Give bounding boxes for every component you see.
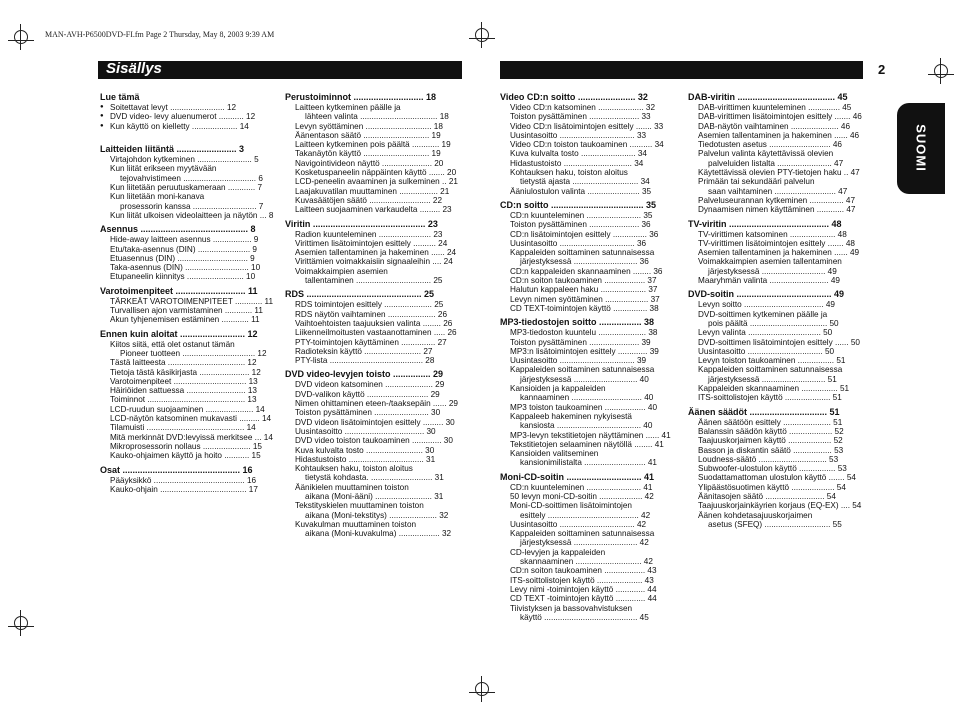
toc-entry: Tästä laitteesta .................................. 12	[110, 358, 257, 368]
crop-mark-bottom-center	[469, 676, 495, 702]
toc-entry: saan vaihtaminen ........................... 47	[708, 186, 848, 196]
toc-section-heading: DAB-viritin ....................................... 45	[688, 92, 848, 102]
toc-entry: Tiivistyksen ja bassovahvistuksen	[510, 603, 633, 613]
toc-section-heading: Varotoimenpiteet ............................ 11	[100, 285, 258, 296]
toc-entry: Mikroprosessorin nollaus ..................... 15	[110, 441, 262, 451]
toc-entry: järjestyksessä ............................ 42	[520, 538, 649, 548]
toc-entry: Virtajohdon kytkeminen ........................ 5	[110, 155, 259, 165]
toc-section-heading: Viritin ............................................. 23	[285, 218, 438, 229]
toc-entry: CD:n soiton taukoaminen .................. 43	[510, 566, 657, 576]
toc-entry: Laitteen kytkeminen päälle ja	[295, 103, 401, 112]
toc-entry: Tietoja tästä käsikirjasta ...................... 12	[110, 367, 261, 377]
toc-entry: Loudness-säätö .............................. 53	[698, 454, 839, 464]
toc-entry: pois päältä .................................. 50	[708, 318, 839, 328]
file-header: MAN-AVH-P6500DVD-FI.fm Page 2 Thursday, May 8, 2003 9:39 AM	[45, 30, 275, 39]
toc-entry: prosessorin kanssa ............................ 7	[120, 201, 264, 211]
toc-section-heading: Video CD:n soitto ....................... 32	[500, 92, 648, 102]
toc-entry: Toiston pysättäminen ...................... 33	[510, 112, 651, 122]
toc-entry: Kappaleeb hakeminen nykyisestä	[510, 411, 632, 421]
toc-entry: CD:n kuunteleminen ........................ 41	[510, 482, 653, 492]
toc-entry: Kappaleiden soittaminen satunnaisessa	[510, 248, 655, 258]
toc-entry: Kauko-ohjain ...................................... 17	[110, 484, 258, 494]
toc-entry: Virittimen lisätoimintojen esittely .......... 24	[295, 238, 448, 248]
toc-entry: lähteen valinta .................................. 18	[305, 112, 449, 122]
toc-entry: CD:n lisätoimintojen esittely ............... 36	[510, 229, 659, 239]
toc-entry: Etu/taka-asennus (DIN) ....................... 9	[110, 244, 257, 254]
toc-entry: Varotoimenpiteet ................................ 13	[110, 376, 258, 386]
toc-entry: Levyn soitto ................................... 49	[698, 300, 835, 310]
toc-entry: Kun liität erikseen myytävään	[110, 164, 217, 174]
toc-entry: Asemien tallentaminen ja hakeminen ...... 49	[698, 248, 860, 258]
toc-entry: järjestyksessä ............................ 51	[708, 374, 837, 384]
toc-entry: RDS näytön vaihtaminen ..................... 26	[295, 309, 447, 319]
toc-entry: Taajuuskorjaimen käyttö ................... 52	[698, 436, 843, 446]
toc-entry: kansiosta ..................................... 40	[520, 421, 653, 431]
toc-entry: Kun liitetään moni-kanava	[110, 192, 205, 202]
toc-entry: asetus (SFEQ) ............................. 55	[708, 519, 842, 529]
toc-section-heading: MP3-tiedostojen soitto ................. 38	[500, 317, 655, 328]
toc-entry: Kuvasäätöjen säätö ........................... 22	[295, 195, 442, 205]
toc-entry: Käytettävissä olevien PTY-tietojen haku .. 47	[698, 168, 860, 178]
toc-entry: Turvallisen ajon varmistaminen ............ 11	[110, 306, 263, 316]
toc-entry: Toiston pysättäminen ...................... 36	[510, 220, 651, 230]
toc-entry: Kansioiden ja kappaleiden	[510, 384, 606, 394]
toc-entry: Tiedotusten asetus ........................... 46	[698, 140, 842, 150]
toc-entry: kannaaminen ............................... 40	[520, 393, 654, 403]
toc-entry: LCD-peneelin avaaminen ja sulkeminen .. 21	[295, 177, 458, 187]
toc-entry	[100, 131, 278, 140]
toc-entry: Häiriöiden sattuessa .......................... 13	[110, 386, 257, 396]
toc-entry: TÄRKEÄT VAROTOIMENPITEET ............ 11	[110, 296, 274, 306]
toc-entry: Tilamuisti ........................................... 14	[110, 423, 256, 433]
toc-entry: Balanssin säädön käyttö ................... 52	[698, 426, 844, 436]
toc-column-2	[285, 88, 463, 538]
toc-entry: käyttö ......................................... 45	[520, 612, 649, 622]
toc-section-heading: Lue tämä	[100, 92, 140, 102]
toc-entry: Kosketuspaneelin näppäinten käyttö ....... 20	[295, 168, 457, 178]
toc-entry: ● DVD video- levy aluenumerot ........... 12	[100, 112, 278, 121]
toc-entry: PTY-lista ......................................... 28	[295, 356, 435, 366]
toc-entry: Etupaneelin kiinnitys ......................... 10	[110, 272, 256, 282]
toc-entry: Kappaleiden soittaminen satunnaisessa	[510, 365, 655, 375]
toc-entry: DAB-näytön vaihtaminen ..................... 46	[698, 121, 850, 131]
toc-section-heading: DVD video-levyjen toisto ............... 29	[285, 369, 444, 380]
toc-entry: Toiston pysättäminen ...................... 39	[510, 337, 651, 347]
toc-entry: Navigointivideon näyttö ...................... 20	[295, 158, 444, 168]
toc-entry: ● Kun käyttö on kielletty .................... 14	[100, 122, 278, 131]
toc-section-heading: Moni-CD-soitin .............................. 41	[500, 471, 655, 482]
toc-entry: DAB-virittimen lisätoimintojen esittely ....... 46	[698, 112, 862, 122]
toc-entry: Äänen säätöön esittely ..................... 51	[698, 417, 843, 427]
toc-entry: Akun tyhjenemisen estäminen ............ 11	[110, 315, 260, 325]
toc-entry: Primään tai sekundääri palvelun	[698, 177, 815, 187]
toc-entry: Taajuuskorjainkäyrien korjaus (EQ-EX) .... 54	[698, 501, 862, 511]
toc-entry: Levyn valinta ................................ 50	[698, 328, 833, 338]
toc-entry: Liikenneilmoitusten vastaanottaminen ..... 26	[295, 328, 457, 338]
toc-entry: Uusintasoitto ................................. 36	[510, 238, 647, 248]
toc-entry: Moni-CD-soittimen lisätoimintojen	[510, 501, 632, 511]
toc-entry: DVD videon katsominen ..................... 29	[295, 380, 445, 390]
toc-entry: LCD-ruudun suojaaminen ..................... 14	[110, 404, 265, 414]
toc-entry: Kohtauksen haku, toiston aloitus	[510, 168, 628, 178]
toc-entry: MP3-tiedoston kuuntelu ..................... 38	[510, 328, 658, 338]
toc-entry: Kuvakulman muuttaminen toiston	[295, 519, 417, 529]
toc-entry: Takanäytön käyttö ............................. 19	[295, 149, 441, 159]
toc-entry: Video CD:n lisätoimintojen esittely ....... 33	[510, 121, 664, 131]
toc-entry: Kuva kulvalta tosto ........................ 34	[510, 149, 647, 159]
toc-entry: Pioneer tuotteen ................................ 12	[120, 348, 267, 358]
toc-entry: TV-virittimen katsominen .................... 48	[698, 229, 847, 239]
toc-section-heading: Asennus ........................................... 8	[100, 224, 256, 235]
toc-entry: Äänen kohdetasajuuskorjaimen	[698, 510, 813, 520]
toc-entry: tietystä kohdasta. ........................... 31	[305, 473, 444, 483]
toc-entry: Radion kuunteleminen ....................... 23	[295, 229, 443, 239]
toc-entry: DVD-soittimen kytkeminen päälle ja	[698, 309, 828, 319]
toc-entry: ITS-soittolistojen käyttö .................... 43	[510, 575, 654, 585]
toc-entry: Subwoofer-ulostulon käyttö ................ 53	[698, 464, 847, 474]
toc-entry: tejovahvistimeen ................................ 6	[120, 173, 263, 183]
toc-entry: CD:n kuunteleminen ........................ 35	[510, 210, 653, 220]
toc-entry: CD TEXT -toimintojen käyttö ............. 44	[510, 594, 657, 604]
toc-entry: CD-levyjen ja kappaleiden	[510, 547, 606, 557]
toc-section-heading: TV-viritin ........................................ 48	[688, 218, 842, 229]
toc-entry: Kappaleiden soittaminen satunnaisessa	[510, 529, 655, 539]
toc-entry: Äänentason säätö ............................. 19	[295, 130, 441, 140]
toc-entry: Uusintasoitto ................................... 30	[295, 426, 436, 436]
title-bar-right	[500, 61, 863, 79]
toc-entry: Kohtauksen haku, toiston aloitus	[295, 464, 413, 474]
toc-entry: PTY-toimintojen käyttäminen ............... 27	[295, 337, 447, 347]
toc-entry: Hide-away laitteen asennus ................. 9	[110, 235, 259, 245]
toc-entry: Voimakkaimpien asemien	[295, 266, 388, 276]
toc-entry: Levy nimi -toimintojen käyttö ............. 44	[510, 584, 657, 594]
toc-entry: Toiminnot ........................................... 13	[110, 395, 257, 405]
toc-entry: järjestyksessä ............................ 36	[520, 257, 649, 267]
toc-entry: ITS-soittolistojen käyttö .................... 51	[698, 393, 842, 403]
toc-entry: Halutun kappaleen haku .................... 37	[510, 285, 658, 295]
toc-entry: aikana (Moni-kuvakulma) .................. 32	[305, 529, 452, 539]
toc-entry: Vaihtoehtoisten taajuuksien valinta ........ 26	[295, 318, 453, 328]
toc-section-heading: Osat ............................................... 16	[100, 464, 253, 475]
toc-entry: CD TEXT-toimintojen käyttö ............... 38	[510, 303, 659, 313]
toc-entry: DAB-virittimen kuunteleminen .............. 45	[698, 103, 852, 112]
toc-entry: Kansioiden valitseminen	[510, 449, 599, 459]
toc-entry: Uusintasoitto ................................. 42	[510, 519, 647, 529]
toc-entry: Ääniulostulon valinta ....................... 35	[510, 186, 652, 196]
toc-entry: järjestyksessä ............................ 49	[708, 266, 837, 276]
toc-entry: MP3-levyn tekstitietojen näyttäminen ...... 41	[510, 430, 671, 440]
toc-entry: Hidastustoisto .............................. 34	[510, 158, 644, 168]
crop-mark-top-left	[8, 24, 34, 50]
toc-entry: Kauko-ohjaimen käyttö ja hoito ........... 15	[110, 451, 261, 461]
toc-section-heading: RDS .............................................. 25	[285, 289, 435, 300]
toc-entry: Video CD:n katsominen .................... 32	[510, 103, 656, 112]
toc-entry: DVD videon lisätoimintojen esittely ......... 30	[295, 417, 455, 427]
toc-entry: RDS toimintojen esittely ..................... 25	[295, 300, 444, 310]
toc-entry: ● Soitettavat levyt ........................ 12	[100, 103, 278, 112]
toc-entry: Kiitos siitä, että olet ostanut tämän	[110, 339, 235, 349]
toc-entry: DVD-soittimen lisätoimintojen esittely ...... 50	[698, 337, 860, 347]
toc-entry: DVD-valikon käyttö ........................... 29	[295, 389, 440, 399]
toc-entry: Taka-asennus (DIN) ............................ 10	[110, 263, 261, 273]
toc-entry: Laajakuvatilan muuttaminen ................. 21	[295, 186, 450, 196]
toc-entry: Suodattamattoman ulostulon käyttö ....... 54	[698, 473, 856, 483]
toc-entry: tallentaminen ................................. 25	[305, 276, 443, 286]
toc-entry: Äänitasojen säätö .......................... 54	[698, 491, 836, 501]
toc-entry: Asemien tallentaminen ja hakeminen ...... 24	[295, 248, 457, 258]
toc-section-heading: DVD-soitin ...................................... 49	[688, 289, 845, 300]
toc-entry: Hidastustoisto ................................. 31	[295, 454, 436, 464]
toc-entry: kansionimilistalta ........................... 41	[520, 458, 657, 468]
toc-entry: MP3 toiston taukoaminen .................. 40	[510, 402, 657, 412]
toc-entry: Maaryhmän valinta .......................... 49	[698, 276, 840, 286]
toc-entry: CD:n soiton taukoaminen .................. 37	[510, 276, 657, 286]
toc-entry: CD:n kappaleiden skannaaminen ........ 36	[510, 266, 663, 276]
toc-entry: 50 levyn moni-CD-soitin ................... 42	[510, 491, 654, 501]
toc-entry: Tekstityskielen muuttaminen toiston	[295, 501, 424, 511]
toc-column-3	[500, 88, 678, 622]
toc-entry: Levyn toiston taukoaminen ................ 51	[698, 356, 846, 366]
toc-section-heading: CD:n soitto ..................................... 35	[500, 199, 657, 210]
toc-entry: aikana (Moni-ääni) ......................... 31	[305, 491, 444, 501]
toc-entry: palveluiden listalta ........................ 47	[708, 158, 844, 168]
toc-entry: Äänikielen muuttaminen toiston	[295, 482, 409, 492]
crop-mark-top-right	[928, 58, 954, 84]
toc-entry: LCD-näytön katsominen mukavasti ......... 14	[110, 414, 272, 424]
toc-entry: Uusintasoitto ................................. 33	[510, 130, 647, 140]
toc-entry: Kun liität ulkoisen videolaitteen ja näytön ... 8	[110, 210, 274, 220]
toc-entry: skannaaminen ............................. 42	[520, 557, 653, 567]
toc-entry: Ylipäästösuotimen käyttö ................... 54	[698, 482, 846, 492]
toc-entry: tietystä ajasta ............................. 34	[520, 177, 650, 187]
toc-entry: Levyn nimen syöttäminen ................... 37	[510, 294, 660, 304]
toc-entry: Laitteen suojaaminen varkaudelta ......... 23	[295, 205, 452, 215]
toc-entry: Palveluseurannan kytkeminen ............... 47	[698, 195, 856, 205]
toc-entry: DVD video toiston taukoaminen ............. 30	[295, 436, 453, 446]
toc-entry: Uusintasoitto ................................. 39	[510, 356, 647, 366]
toc-entry: Voimakkaimpien asemien tallentaminen	[698, 257, 842, 267]
crop-mark-bottom-left	[8, 610, 34, 636]
toc-entry: Kun liitetään peruutuskameraan ............ 7	[110, 183, 263, 193]
toc-entry: esittely ........................................ 42	[520, 510, 651, 520]
toc-entry: Tekstitietojen selaaminen näytöllä ........ 41	[510, 439, 664, 449]
page-title: Sisällys	[106, 60, 162, 77]
toc-entry: Etuasennus (DIN) ............................... 9	[110, 253, 255, 263]
toc-entry: Pääyksikkö ........................................ 16	[110, 475, 257, 485]
toc-entry: Virittämien voimakkaisiin signaaleihin .... 24	[295, 257, 453, 267]
toc-entry: aikana (Moni-tekstitys) ..................... 32	[305, 510, 449, 520]
toc-entry: Video CD:n toiston taukoaminen .......... 34	[510, 140, 664, 150]
toc-entry: Kappaleiden soittaminen satunnaisessa	[698, 365, 843, 375]
toc-section-heading: Ennen kuin aloitat .......................... 12	[100, 328, 258, 339]
toc-entry: Kuva kulvalta tosto ......................... 30	[295, 445, 435, 455]
toc-column-1	[100, 88, 278, 494]
toc-entry: Mitä merkinnät DVD:levyissä merkitsee ... 14	[110, 432, 273, 442]
toc-section-heading: Äänen säädöt ............................... 51	[688, 406, 840, 417]
toc-section-heading: Laitteiden liitäntä ........................ 3	[100, 144, 245, 155]
toc-entry: MP3:n lisätoimintojen esittely ............. 39	[510, 346, 659, 356]
toc-section-heading: Perustoiminnot ............................ 18	[285, 92, 437, 102]
toc-entry: Toiston pysättäminen ........................ 30	[295, 408, 441, 418]
language-tab-label: SUOMI	[913, 124, 929, 172]
toc-entry: Nimen ohittaminen eteen-/taaksepäin ...... 29	[295, 399, 458, 409]
toc-column-4	[688, 88, 866, 529]
toc-entry: TV-virittimen lisätoimintojen esittely ....... 48	[698, 238, 855, 248]
page-number: 2	[878, 62, 886, 77]
crop-mark-top-center	[469, 22, 495, 48]
toc-entry: Kappaleiden skannaaminen ................ 51	[698, 384, 850, 394]
toc-entry: Asemien tallentaminen ja hakeminen ...... 46	[698, 130, 860, 140]
toc-entry: Laitteen kytkeminen pois päältä ............ 19	[295, 140, 451, 150]
toc-entry: Dynaamisen nimen käyttäminen ............ 47	[698, 205, 856, 215]
toc-entry: Basson ja diskantin säätö ................. 53	[698, 445, 844, 455]
toc-entry: järjestyksessä ............................ 40	[520, 374, 649, 384]
toc-entry: Levyn syöttäminen ............................. 18	[295, 121, 443, 131]
toc-entry: Radioteksin käyttö ......................... 27	[295, 346, 433, 356]
toc-entry: Palvelun valinta käytettävissä olevien	[698, 149, 834, 159]
toc-entry: Uusintasoitto ................................. 50	[698, 346, 835, 356]
